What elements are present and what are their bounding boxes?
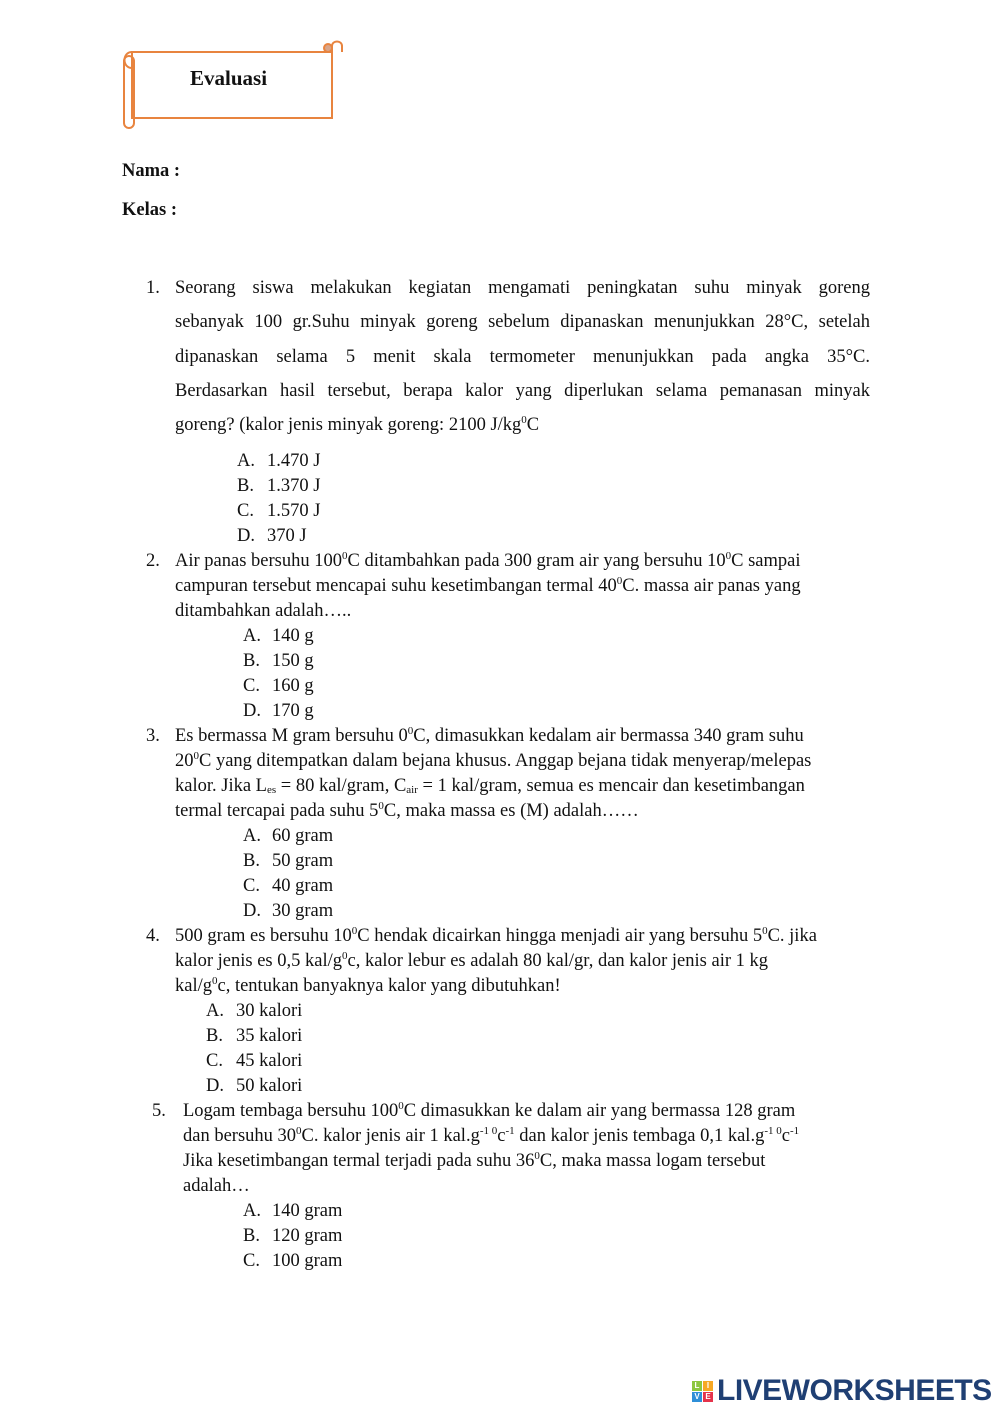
text-segment: c <box>497 1126 506 1146</box>
option-letter: A. <box>237 451 255 471</box>
logo-tile: I <box>703 1381 713 1391</box>
text-segment: kal/g <box>175 976 212 996</box>
option-letter: D. <box>243 901 261 921</box>
logo-tile: V <box>692 1392 702 1402</box>
superscript: 0 <box>407 725 414 737</box>
option-letter: C. <box>206 1051 223 1071</box>
text-segment: dipanaskan selama 5 menit skala termometer menunjukkan pada angka 35°C. <box>175 347 870 367</box>
text-segment: c <box>781 1126 790 1146</box>
text-segment: campuran tersebut mencapai suhu kesetimbangan termal 40 <box>175 576 617 596</box>
question-text-line <box>175 345 870 370</box>
text-segment: = 80 kal/gram, C <box>276 776 407 796</box>
option-letter: B. <box>237 476 254 496</box>
option-text: 120 gram <box>272 1226 343 1246</box>
option-letter: D. <box>243 701 261 721</box>
text-segment: C sampai <box>731 551 801 571</box>
option-text: 35 kalori <box>236 1026 303 1046</box>
text-segment: Berdasarkan hasil tersebut, berapa kalor yang diperlukan selama pemanasan minyak <box>175 381 870 401</box>
superscript: 0 <box>341 550 348 562</box>
question-number: 2. <box>146 551 160 571</box>
text-segment: termal tercapai pada suhu 5 <box>175 801 379 821</box>
text-segment: C. kalor jenis air 1 kal.g <box>301 1126 480 1146</box>
option-letter: B. <box>243 1226 260 1246</box>
text-segment: C. jika <box>767 926 817 946</box>
option-letter: B. <box>243 651 260 671</box>
option-letter: A. <box>243 626 261 646</box>
text-segment: C ditambahkan pada 300 gram air yang bersuhu 10 <box>347 551 726 571</box>
text-segment: C yang ditempatkan dalam bejana khusus. Anggap bejana tidak menyerap/melepas <box>199 751 812 771</box>
question-text-line <box>175 379 870 404</box>
option-text: 60 gram <box>272 826 334 846</box>
superscript: 0 <box>351 925 358 937</box>
option-text: 45 kalori <box>236 1051 303 1071</box>
question-text-line <box>175 574 801 599</box>
superscript: 0 <box>193 750 199 762</box>
question-text-line <box>175 549 800 574</box>
option-letter: B. <box>243 851 260 871</box>
superscript: -1 0 <box>764 1125 782 1137</box>
superscript: 0 <box>521 414 527 426</box>
option-letter: C. <box>243 676 260 696</box>
question-text-line <box>183 1099 795 1124</box>
text-segment: ditambahkan adalah….. <box>175 601 352 621</box>
option-letter: B. <box>206 1026 223 1046</box>
option-text: 140 gram <box>272 1201 343 1221</box>
text-segment: Jika kesetimbangan termal terjadi pada suhu 36 <box>183 1151 535 1171</box>
option-text: 1.470 J <box>267 451 321 471</box>
text-segment: C, maka massa es (M) adalah…… <box>383 801 639 821</box>
option-text: 30 kalori <box>236 1001 303 1021</box>
option-letter: D. <box>206 1076 224 1096</box>
text-segment: dan kalor jenis tembaga 0,1 kal.g <box>514 1126 765 1146</box>
option-text: 100 gram <box>272 1251 343 1271</box>
option-text: 140 g <box>272 626 314 646</box>
option-letter: A. <box>206 1001 224 1021</box>
liveworksheets-logo <box>692 1374 992 1408</box>
option-text: 1.570 J <box>267 501 321 521</box>
superscript: 0 <box>534 1150 540 1162</box>
text-segment: sebanyak 100 gr.Suhu minyak goreng sebelum dipanaskan menunjukkan 28°C, setelah <box>175 312 870 332</box>
option-text: 170 g <box>272 701 314 721</box>
page-title: Evaluasi <box>190 66 268 90</box>
option-letter: C. <box>243 1251 260 1271</box>
question-text-line <box>183 1124 799 1149</box>
option-text: 370 J <box>267 526 307 546</box>
superscript: 0 <box>616 575 623 587</box>
superscript: 0 <box>296 1125 302 1137</box>
option-text: 1.370 J <box>267 476 321 496</box>
question-text-line <box>175 924 817 949</box>
question-text-line <box>175 949 768 974</box>
subscript: air <box>406 784 418 796</box>
option-text: 160 g <box>272 676 314 696</box>
text-segment: Es bermassa M gram bersuhu 0 <box>175 726 408 746</box>
class-label: Kelas : <box>122 200 177 220</box>
option-letter: A. <box>243 1201 261 1221</box>
option-letter: D. <box>237 526 255 546</box>
text-segment: 500 gram es bersuhu 10 <box>175 926 352 946</box>
question-text-line <box>175 774 805 799</box>
text-segment: = 1 kal/gram, semua es mencair dan kesetimbangan <box>417 776 805 796</box>
text-segment: adalah… <box>183 1176 250 1196</box>
subscript: es <box>266 784 277 796</box>
superscript: 0 <box>398 1100 404 1112</box>
superscript: 0 <box>341 950 348 962</box>
text-segment: C hendak dicairkan hingga menjadi air yang bersuhu 5 <box>357 926 763 946</box>
option-text: 30 gram <box>272 901 334 921</box>
option-text: 150 g <box>272 651 314 671</box>
text-segment: C, maka massa logam tersebut <box>539 1151 766 1171</box>
text-segment: c, tentukan banyaknya kalor yang dibutuhkan! <box>217 976 561 996</box>
question-text-line <box>175 310 870 335</box>
text-segment: C <box>526 415 540 435</box>
text-segment: kalor jenis es 0,5 kal/g <box>175 951 342 971</box>
logo-tile: L <box>692 1381 702 1391</box>
text-segment: Air panas bersuhu 100 <box>175 551 342 571</box>
question-number: 5. <box>152 1101 166 1121</box>
logo-text: LIVEWORKSHEETS <box>717 1374 992 1407</box>
superscript: -1 <box>789 1125 800 1137</box>
option-text: 50 kalori <box>236 1076 303 1096</box>
option-text: 40 gram <box>272 876 334 896</box>
option-text: 50 gram <box>272 851 334 871</box>
superscript: 0 <box>378 800 384 812</box>
question-text-line <box>183 1149 765 1174</box>
question-number: 3. <box>146 726 160 746</box>
superscript: 0 <box>212 975 218 987</box>
name-label: Nama : <box>122 161 181 181</box>
question-number: 4. <box>146 926 160 946</box>
superscript: 0 <box>725 550 732 562</box>
question-text-line <box>175 276 870 301</box>
text-segment: C dimasukkan ke dalam air yang bermassa 128 gram <box>403 1101 796 1121</box>
superscript: 0 <box>762 925 768 937</box>
logo-tile: E <box>703 1392 713 1402</box>
option-letter: C. <box>237 501 254 521</box>
text-segment: dan bersuhu 30 <box>183 1126 297 1146</box>
text-segment: kalor. Jika L <box>175 776 267 796</box>
question-number: 1. <box>146 278 160 298</box>
text-segment: C, dimasukkan kedalam air bermassa 340 gram suhu <box>413 726 804 746</box>
text-segment: Logam tembaga bersuhu 100 <box>183 1101 399 1121</box>
option-letter: A. <box>243 826 261 846</box>
question-text-line <box>175 413 539 438</box>
option-letter: C. <box>243 876 260 896</box>
text-segment: goreng? (kalor jenis minyak goreng: 2100 J/kg <box>175 415 522 435</box>
question-text-line <box>175 749 811 774</box>
question-text-line <box>175 599 351 624</box>
text-segment: c, kalor lebur es adalah 80 kal/gr, dan kalor jenis air 1 kg <box>347 951 768 971</box>
text-segment: 20 <box>175 751 194 771</box>
logo-tiles-icon <box>692 1381 713 1402</box>
text-segment: C. massa air panas yang <box>622 576 801 596</box>
question-text-line <box>183 1174 250 1199</box>
superscript: -1 <box>505 1125 515 1137</box>
superscript: -1 0 <box>479 1125 498 1137</box>
question-text-line <box>175 799 639 824</box>
text-segment: Seorang siswa melakukan kegiatan mengamati peningkatan suhu minyak goreng <box>175 278 870 298</box>
question-text-line <box>175 974 561 999</box>
question-text-line <box>175 724 804 749</box>
